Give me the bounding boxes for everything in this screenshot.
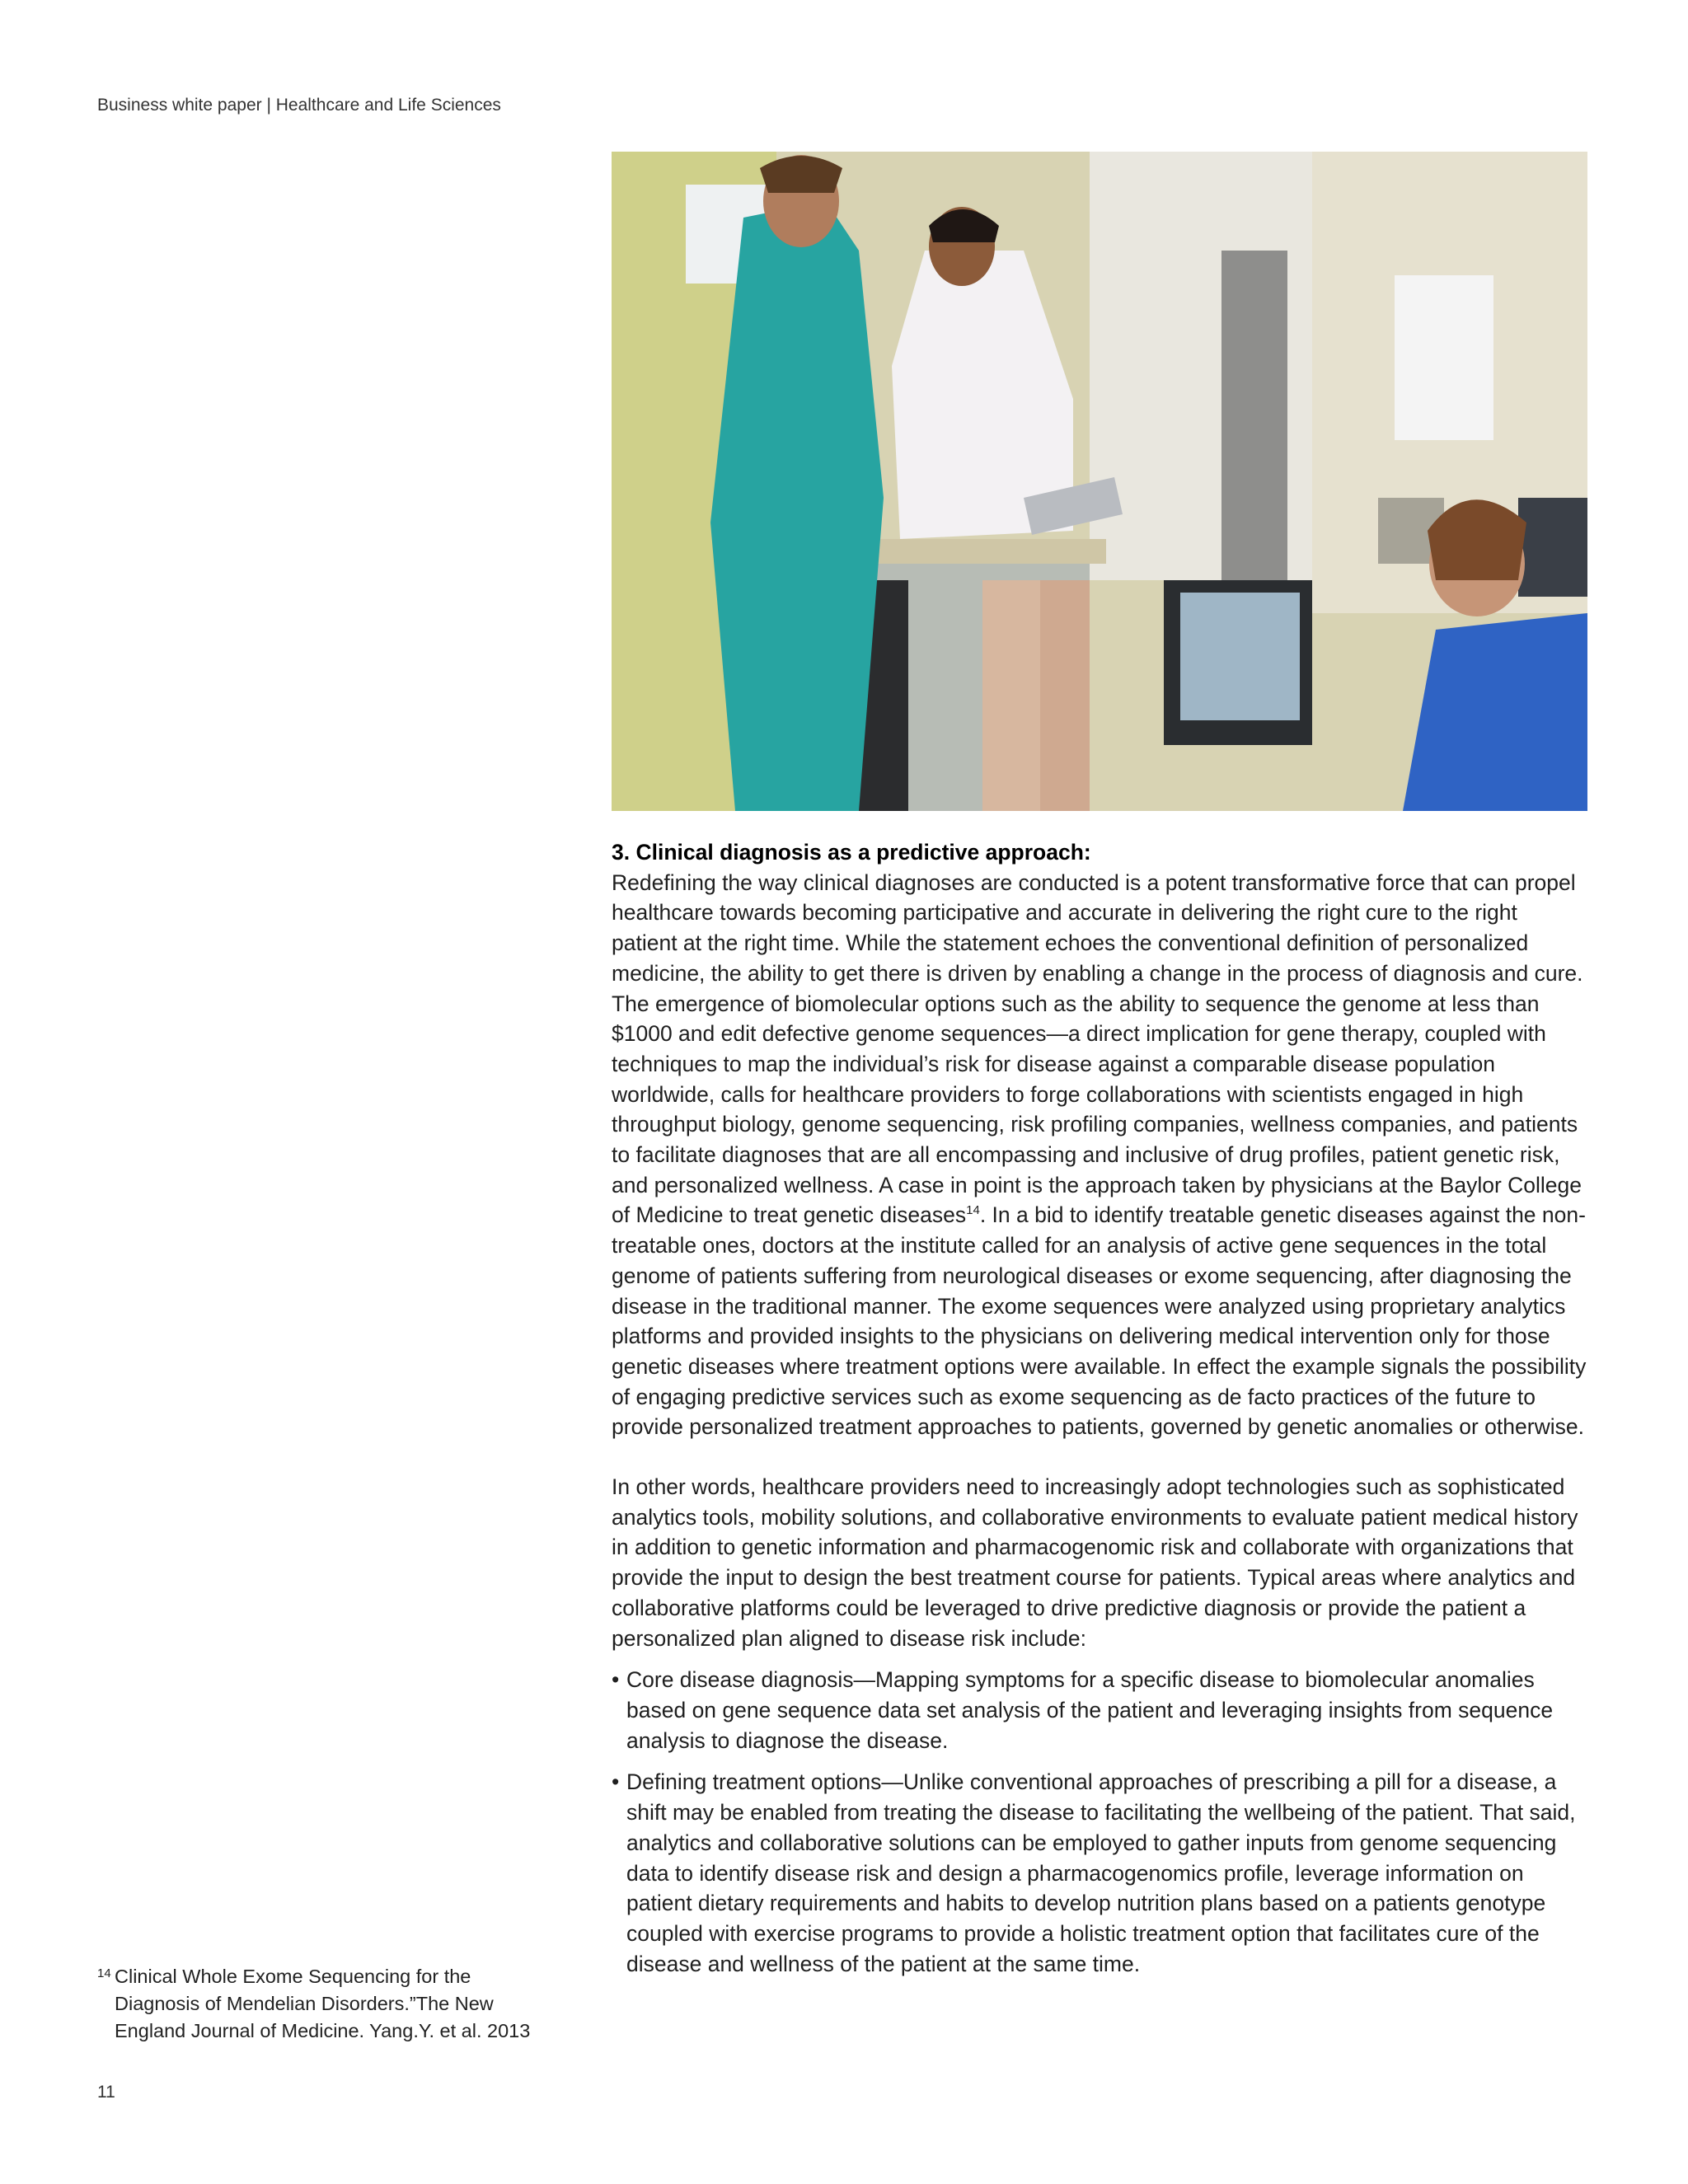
bullet-marker: • bbox=[612, 1667, 620, 1693]
footnote-text: Clinical Whole Exome Sequencing for the Diagnosis of Mendelian Disorders.”The New England Journal of Medicine. Yang.Y. et al. 2013 bbox=[115, 1966, 531, 2041]
paragraph-1-text-b: . In a bid to identify treatable genetic diseases against the non-treatable ones, doctors at the institute called for an analysis of active gene sequences in the total genome of patients suffering from neurological diseases or exome sequencing, after diagnosing the disease in the traditional manner. The exome sequences were analyzed using proprietary analytics platforms and provided insights to the physicians on delivering medical intervention only for those genetic diseases where treatment options were available. In effect the example signals the possibility of engaging predictive services such as exome sequencing as de facto practices of the future to provide personalized treatment approaches to patients, governed by genetic anomalies or otherwise. bbox=[612, 1202, 1587, 1440]
body-paragraph-2: In other words, healthcare providers need to increasingly adopt technologies such as sophisticated analytics tools, mobility solutions, and collaborative environments to evaluate patient medical history in addition to genetic information and pharmacogenomic risk and collaborate with organizations that provide the input to design the best treatment course for patients. Typical areas where analytics and collaborative platforms could be leveraged to drive predictive diagnosis or provide the patient a personalized plan aligned to disease risk include: bbox=[612, 1474, 1578, 1651]
main-content bbox=[612, 837, 1587, 1990]
list-item-text: Defining treatment options—Unlike conventional approaches of prescribing a pill for a disease, a shift may be enabled from treating the disease to facilitating the wellbeing of the patient. That said, analytics and collaborative solutions can be employed to gather inputs from genome sequencing data to identify disease risk and design a pharmacogenomics profile, leverage information on patient dietary requirements and habits to develop nutrition plans based on a patients genotype coupled with exercise programs to provide a holistic treatment option that facilitates cure of the disease and wellness of the patient at the same time. bbox=[626, 1769, 1576, 1976]
section-heading: 3. Clinical diagnosis as a predictive approach: bbox=[612, 840, 1091, 865]
bullet-marker: • bbox=[612, 1769, 620, 1795]
list-item-text: Core disease diagnosis—Mapping symptoms for a specific disease to biomolecular anomalies based on gene sequence data set analysis of the patient and leveraging insights from sequence analysis to diagnose the disease. bbox=[626, 1667, 1554, 1753]
footnote-marker: 14 bbox=[97, 1966, 111, 1980]
page-header: Business white paper | Healthcare and Life Sciences bbox=[97, 96, 501, 115]
body-paragraph-1 bbox=[612, 868, 1587, 1442]
bullet-list bbox=[612, 1665, 1587, 1979]
paragraph-1-text-a: Redefining the way clinical diagnoses are conducted is a potent transformative force that can propel healthcare towards becoming participative and accurate in delivering the right cure to the right patient at the right time. While the statement echoes the conventional definition of personalized medicine, the ability to get there is driven by enabling a change in the process of diagnosis and cure. The emergence of biomolecular options such as the ability to sequence the genome at less than $1000 and edit defective genome sequences—a direct implication for gene therapy, coupled with techniques to map the individual’s risk for disease against a comparable disease population worldwide, calls for healthcare providers to forge collaborations with scientists engaged in high throughput biology, genome sequencing, risk profiling companies, wellness companies, and patients to facilitate diagnoses that are all encompassing and inclusive of drug profiles, patient genetic risk, and personalized wellness. A case in point is the approach taken by physicians at the Baylor College of Medicine to treat genetic diseases bbox=[612, 869, 1583, 1228]
clinical-staff-photo bbox=[612, 152, 1587, 811]
footnote-reference: 14 bbox=[966, 1203, 980, 1218]
list-item bbox=[612, 1665, 1587, 1755]
photo-illustration bbox=[612, 152, 1587, 811]
page-number: 11 bbox=[97, 2083, 115, 2102]
footnote bbox=[97, 1963, 559, 2045]
list-item bbox=[612, 1767, 1587, 1979]
